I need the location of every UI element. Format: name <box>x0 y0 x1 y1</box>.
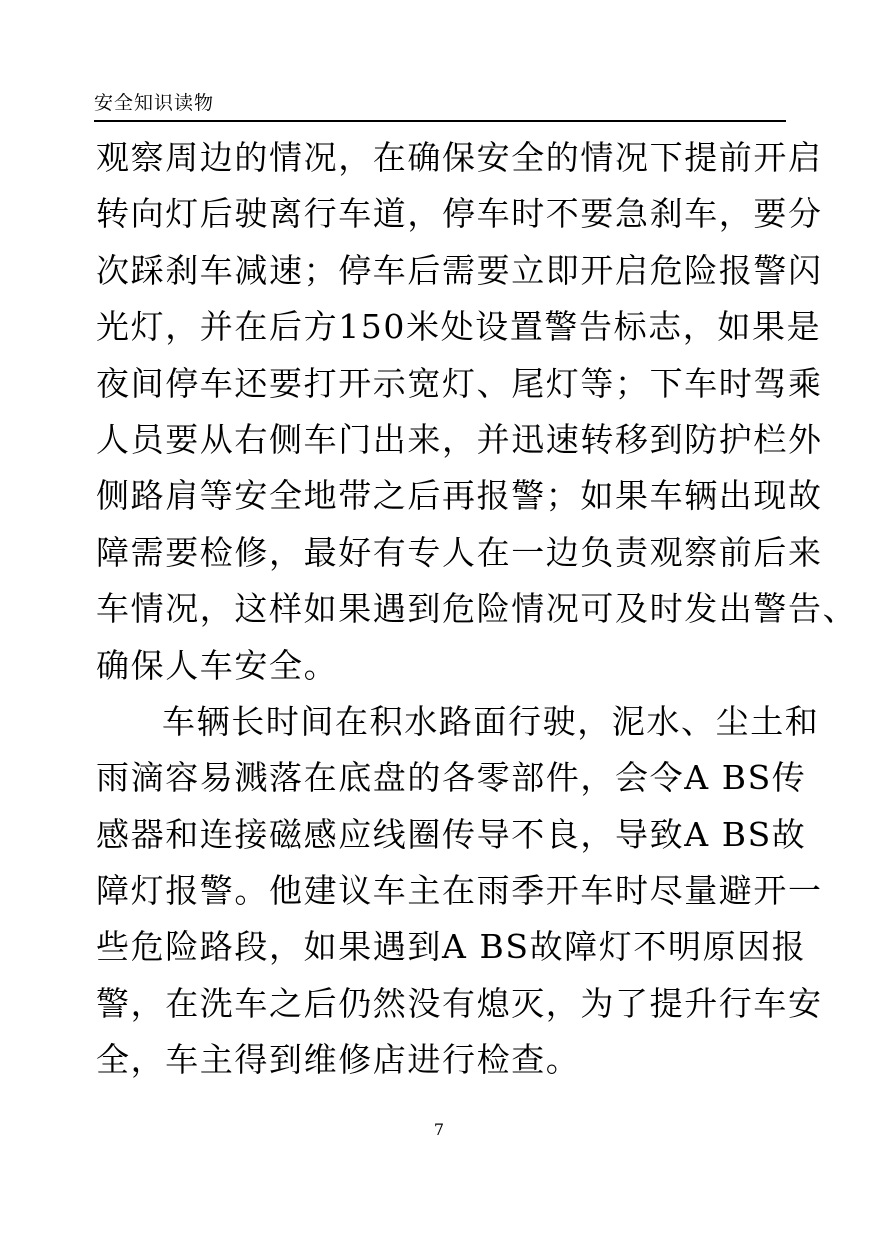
text-line: 车辆长时间在积水路面行驶，泥水、尘土和 <box>162 701 820 741</box>
text-line: 次踩刹车减速；停车后需要立即开启危险报警闪 <box>96 250 823 290</box>
text-line: 侧路肩等安全地带之后再报警；如果车辆出现故 <box>96 476 823 516</box>
page-number: 7 <box>433 1120 445 1139</box>
text-line: 警，在洗车之后仍然没有熄灭，为了提升行车安 <box>96 983 823 1023</box>
text-line: 夜间停车还要打开示宽灯、尾灯等；下车时驾乘 <box>96 363 823 403</box>
text-line: 障需要检修，最好有专人在一边负责观察前后来 <box>96 532 823 572</box>
text-line: 车情况，这样如果遇到危险情况可及时发出警告、 <box>96 589 858 629</box>
paragraph-2 <box>96 694 823 1089</box>
text-line: 观察周边的情况，在确保安全的情况下提前开启 <box>96 138 823 177</box>
text-line: 雨滴容易溅落在底盘的各零部件，会令A BS传 <box>96 758 807 798</box>
text-line: 人员要从右侧车门出来，并迅速转移到防护栏外 <box>96 419 823 459</box>
header-title: 安全知识读物 <box>94 92 215 114</box>
text-line: 确保人车安全。 <box>96 645 339 685</box>
text-line: 些危险路段，如果遇到A BS故障灯不明原因报 <box>96 927 807 967</box>
document-body <box>96 130 858 1089</box>
paragraph-1 <box>96 130 858 694</box>
text-line: 光灯，并在后方150米处设置警告标志，如果是 <box>96 307 822 347</box>
text-line: 全，车主得到维修店进行检查。 <box>96 1040 581 1080</box>
text-line: 障灯报警。他建议车主在雨季开车时尽量避开一 <box>96 871 823 911</box>
text-line: 转向灯后驶离行车道，停车时不要急刹车，要分 <box>96 194 823 234</box>
page-header <box>94 90 786 122</box>
text-line: 感器和连接磁感应线圈传导不良，导致A BS故 <box>96 814 807 854</box>
